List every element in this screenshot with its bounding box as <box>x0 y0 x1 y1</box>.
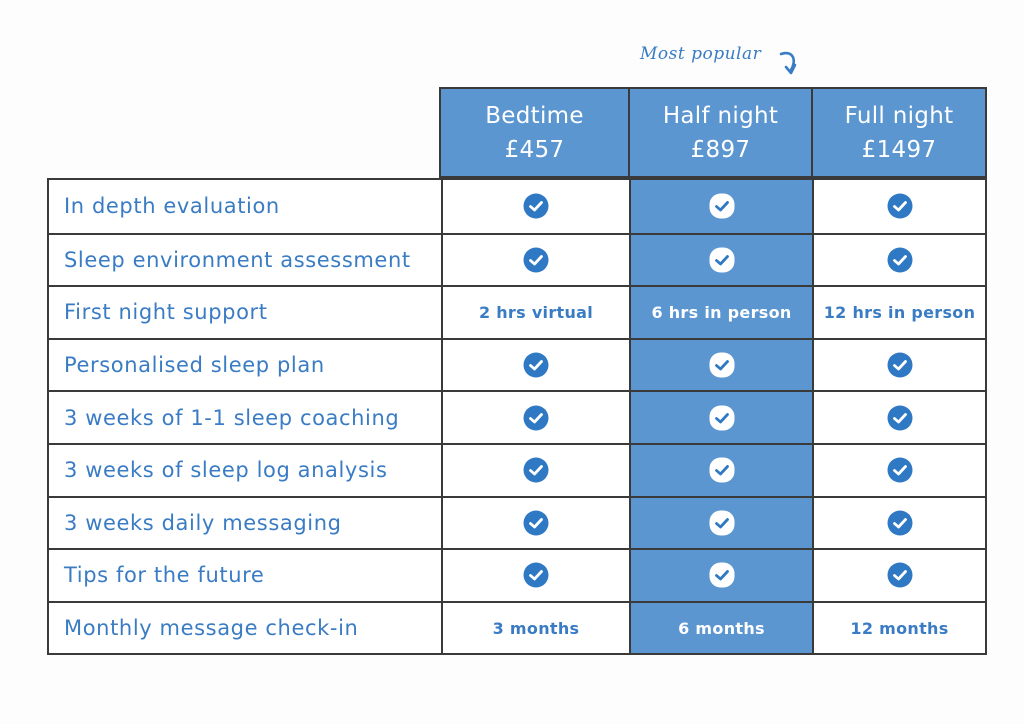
feature-included-cell <box>812 550 985 601</box>
table-row <box>49 180 985 233</box>
check-icon <box>887 457 913 483</box>
feature-included-cell <box>441 392 629 443</box>
check-icon <box>523 193 549 219</box>
feature-label: 3 weeks of 1-1 sleep coaching <box>64 405 400 430</box>
plan-price: £897 <box>690 136 751 163</box>
feature-label: 3 weeks of sleep log analysis <box>64 458 388 483</box>
check-icon <box>887 405 913 431</box>
feature-included-cell <box>441 235 629 286</box>
check-icon <box>887 510 913 536</box>
plan-name: Half night <box>662 102 779 129</box>
feature-included-cell <box>441 498 629 549</box>
feature-included-cell <box>629 392 812 443</box>
feature-included-cell <box>441 550 629 601</box>
check-icon <box>709 247 735 273</box>
feature-included-cell <box>441 180 629 233</box>
table-row <box>49 233 985 286</box>
feature-value-cell <box>812 603 985 654</box>
plan-price: £1497 <box>861 136 937 163</box>
feature-label: Tips for the future <box>64 563 265 588</box>
table-row <box>49 338 985 391</box>
feature-label: Sleep environment assessment <box>64 247 411 272</box>
plan-bedtime[interactable] <box>441 89 628 176</box>
feature-value: 12 months <box>850 618 949 638</box>
check-icon <box>887 193 913 219</box>
most-popular-label: Most popular <box>640 44 762 64</box>
feature-included-cell <box>441 445 629 496</box>
feature-label: Monthly message check-in <box>64 616 359 641</box>
check-icon <box>887 562 913 588</box>
curved-arrow-down-icon <box>777 48 801 78</box>
feature-included-cell <box>812 235 985 286</box>
feature-included-cell <box>441 340 629 391</box>
plan-price: £457 <box>504 136 565 163</box>
feature-included-cell <box>812 340 985 391</box>
feature-value-cell <box>441 287 629 338</box>
plan-name: Full night <box>844 102 954 129</box>
check-icon <box>709 562 735 588</box>
check-icon <box>709 510 735 536</box>
check-icon <box>709 352 735 378</box>
feature-label: Personalised sleep plan <box>64 353 325 378</box>
check-icon <box>523 457 549 483</box>
feature-included-cell <box>812 498 985 549</box>
feature-included-cell <box>629 340 812 391</box>
feature-included-cell <box>629 235 812 286</box>
table-row <box>49 601 985 654</box>
feature-label: First night support <box>64 300 268 325</box>
check-icon <box>887 247 913 273</box>
table-row <box>49 285 985 338</box>
feature-included-cell <box>629 445 812 496</box>
plan-name: Bedtime <box>485 102 584 129</box>
check-icon <box>523 510 549 536</box>
feature-label: 3 weeks daily messaging <box>64 510 342 535</box>
feature-label: In depth evaluation <box>64 194 280 219</box>
table-row <box>49 548 985 601</box>
feature-value-cell <box>629 287 812 338</box>
check-icon <box>523 562 549 588</box>
table-row <box>49 443 985 496</box>
plan-full-night[interactable] <box>811 89 985 176</box>
check-icon <box>523 247 549 273</box>
feature-value: 2 hrs virtual <box>478 302 594 322</box>
feature-value: 6 months <box>678 618 765 638</box>
feature-included-cell <box>629 550 812 601</box>
check-icon <box>523 352 549 378</box>
feature-value: 6 hrs in person <box>651 302 792 322</box>
check-icon <box>709 193 735 219</box>
feature-value: 3 months <box>492 618 580 638</box>
feature-included-cell <box>812 445 985 496</box>
table-row <box>49 496 985 549</box>
feature-included-cell <box>629 180 812 233</box>
feature-comparison-table <box>47 178 987 655</box>
check-icon <box>523 405 549 431</box>
feature-included-cell <box>812 180 985 233</box>
feature-value-cell <box>812 287 985 338</box>
check-icon <box>887 352 913 378</box>
plan-header <box>439 87 987 178</box>
check-icon <box>709 457 735 483</box>
feature-included-cell <box>629 498 812 549</box>
feature-included-cell <box>812 392 985 443</box>
feature-value-cell <box>629 603 812 654</box>
table-row <box>49 390 985 443</box>
check-icon <box>709 405 735 431</box>
feature-value-cell <box>441 603 629 654</box>
feature-value: 12 hrs in person <box>823 302 976 322</box>
plan-half-night[interactable] <box>628 89 811 176</box>
